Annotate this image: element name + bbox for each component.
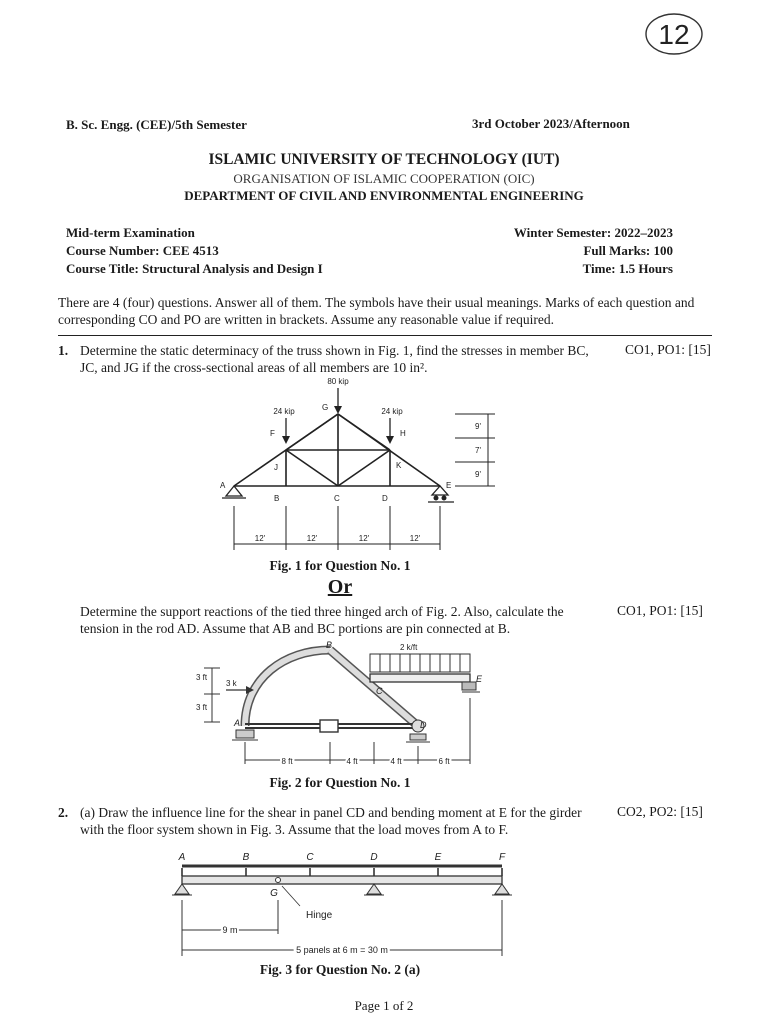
fig2-distributed-load: 2 k/ft	[400, 643, 418, 652]
instructions: There are 4 (four) questions. Answer all of them. The symbols have their usual meanings. Marks of each question and corresponding CO and PO are written in brackets. Assume any reasonable value if required.	[58, 295, 695, 327]
page-footer: Page 1 of 2	[354, 998, 414, 1013]
header-program: B. Sc. Engg. (CEE)/5th Semester	[66, 117, 247, 132]
q2-number: 2.	[58, 805, 69, 820]
circle-mark-icon	[644, 12, 704, 56]
exam-type: Mid-term Examination	[66, 225, 195, 240]
department: DEPARTMENT OF CIVIL AND ENVIRONMENTAL ENGINEERING	[184, 188, 584, 203]
q1-alt-text: Determine the support reactions of the tied three hinged arch of Fig. 2. Also, calculate the tension in the rod AD. Assume that AB and BC portions are pin connected at B.	[80, 604, 564, 636]
course-title: Course Title: Structural Analysis and Design I	[66, 261, 323, 276]
fig3-dim-long: 5 panels at 6 m = 30 m	[296, 945, 388, 955]
fig1-node-e: E	[446, 481, 452, 490]
fig2-point-load: 3 k	[226, 679, 237, 688]
fig3-node-a: A	[178, 852, 186, 863]
q1-alt-co: CO1, PO1: [15]	[617, 603, 703, 618]
page-mark-number: 12	[658, 19, 690, 50]
fig2-node-e: E	[476, 674, 483, 684]
fig1-span-4: 12'	[409, 534, 421, 543]
fig1-node-a: A	[220, 481, 226, 490]
fig1-node-c: C	[334, 494, 340, 503]
header-date: 3rd October 2023/Afternoon	[472, 116, 630, 131]
fig1-load-right: 24 kip	[381, 407, 403, 416]
fig1-node-h: H	[400, 429, 406, 438]
fig1-span-3: 12'	[358, 534, 370, 543]
q2-co: CO2, PO2: [15]	[617, 804, 703, 819]
q1-number: 1.	[58, 343, 69, 358]
divider	[58, 335, 712, 336]
fig2-dim-h3: 4 ft	[390, 757, 402, 766]
fig1-load-left: 24 kip	[273, 407, 295, 416]
fig1-node-j: J	[274, 463, 278, 472]
fig1-node-d: D	[382, 494, 388, 503]
q1-co: CO1, PO1: [15]	[625, 342, 711, 357]
institution-name: ISLAMIC UNIVERSITY OF TECHNOLOGY (IUT)	[208, 151, 560, 168]
or-separator: Or	[327, 576, 353, 598]
fig3-node-f: F	[498, 852, 506, 863]
fig3-node-g: G	[270, 888, 278, 899]
fig2-dim-v2: 3 ft	[196, 703, 208, 712]
fig1-height-2: 7'	[475, 446, 481, 455]
fig2-dim-v1: 3 ft	[196, 673, 208, 682]
fig2-node-a: A	[234, 718, 241, 728]
full-marks: Full Marks: 100	[583, 243, 673, 258]
fig2-caption: Fig. 2 for Question No. 1	[269, 775, 411, 790]
fig2-node-c: C	[376, 686, 383, 696]
fig1-height-3: 9'	[475, 470, 481, 479]
q2-text: (a) Draw the influence line for the shear in panel CD and bending moment at E for the girder with the floor system shown in Fig. 3. Assume that the load moves from A to F.	[80, 805, 582, 837]
fig1-node-g: G	[322, 403, 329, 412]
fig3-dim-short: 9 m	[222, 925, 238, 935]
fig1-node-f: F	[270, 429, 275, 438]
fig2-node-d: D	[420, 720, 427, 730]
institution-org: ORGANISATION OF ISLAMIC COOPERATION (OIC)	[233, 171, 535, 186]
fig3-node-b: B	[242, 852, 250, 863]
fig1-truss-diagram	[200, 374, 500, 554]
fig2-arch-diagram	[190, 638, 490, 778]
fig3-node-e: E	[434, 852, 442, 863]
fig2-dim-h2: 4 ft	[346, 757, 358, 766]
fig1-span-2: 12'	[306, 534, 318, 543]
time-allowed: Time: 1.5 Hours	[582, 261, 673, 276]
fig3-node-d: D	[370, 852, 378, 863]
fig3-caption: Fig. 3 for Question No. 2 (a)	[259, 962, 421, 977]
fig2-node-b: B	[326, 640, 333, 650]
q1-text: Determine the static determinacy of the truss shown in Fig. 1, find the stresses in member BC, JC, and JG if the cross-sectional areas of all members are 10 in².	[80, 343, 589, 375]
page-mark	[644, 12, 704, 56]
course-number: Course Number: CEE 4513	[66, 243, 219, 258]
semester: Winter Semester: 2022–2023	[513, 225, 673, 240]
fig1-span-1: 12'	[254, 534, 266, 543]
fig3-node-c: C	[306, 852, 314, 863]
fig2-dim-h4: 6 ft	[438, 757, 450, 766]
fig3-hinge-label: Hinge	[306, 910, 333, 921]
fig1-load-top: 80 kip	[327, 377, 349, 386]
fig1-node-k: K	[396, 461, 402, 470]
fig3-girder-diagram	[170, 848, 520, 960]
fig2-dim-h1: 8 ft	[281, 757, 293, 766]
fig1-node-b: B	[274, 494, 280, 503]
fig1-caption: Fig. 1 for Question No. 1	[269, 558, 411, 573]
fig1-height-1: 9'	[475, 422, 481, 431]
